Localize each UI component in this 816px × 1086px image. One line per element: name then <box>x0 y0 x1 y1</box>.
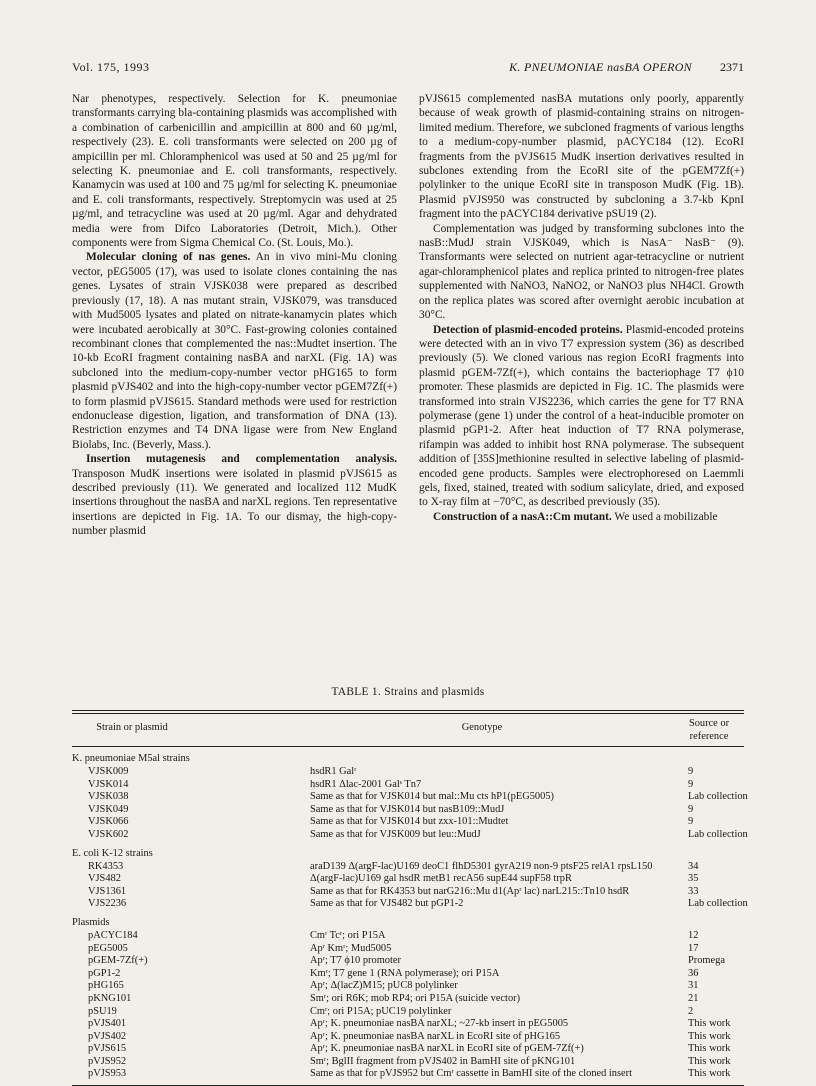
genotype-cell: Apʳ; K. pneumoniae nasBA narXL; ~27-kb insert in pEG5005 <box>310 1018 569 1030</box>
table-row <box>72 1043 744 1056</box>
volume-label: Vol. 175, 1993 <box>72 60 150 74</box>
strain-name: pVJS402 <box>88 1030 127 1042</box>
strain-name: VJSK009 <box>88 766 129 777</box>
genotype-cell: Cmʳ Tcʳ; ori P15A <box>310 929 386 941</box>
table-row <box>72 886 744 899</box>
genotype-cell: Same as that for RK4353 but narG216::Mu d1(Apʳ lac) narL215::Tn10 hsdR <box>310 885 630 897</box>
right-column <box>419 92 744 524</box>
strain-name: pKNG101 <box>88 992 132 1004</box>
strain-name: pVJS401 <box>88 1018 127 1030</box>
genotype-cell: Apʳ; K. pneumoniae nasBA narXL in EcoRI site of pGEM-7Zf(+) <box>310 1043 584 1055</box>
reference-cell: This work <box>688 1018 731 1030</box>
reference-cell: 31 <box>688 980 699 992</box>
table-row <box>72 861 744 874</box>
group-label-text: Plasmids <box>72 916 110 928</box>
strain-name: pEG5005 <box>88 942 128 954</box>
reference-cell: 9 <box>688 803 694 815</box>
reference-cell: 21 <box>688 992 699 1004</box>
page-header <box>72 60 744 78</box>
table-row <box>72 943 744 956</box>
table-row <box>72 828 748 842</box>
page-number: 2371 <box>720 60 744 74</box>
reference-cell: This work <box>688 1055 731 1067</box>
genotype-cell: Same as that for VJSK009 but leu::MudJ <box>310 828 481 840</box>
table-row <box>72 804 744 817</box>
right-paragraph-2: Complementation was judged by transforming subclones into the nasB::MudJ strain VJSK049, which is NasA⁻ NasB⁻ (9). Transformants were selected on nutrient agar-tetracycline or nutrient agar-chloramphenicol plates and replica printed to nitrogen-free plates supplemented with NaNO3, NaNO2, or NaNO3 plus NH4Cl. Growth on the replica plates was scored after overnight aerobic incubation at 30°C. <box>419 222 744 322</box>
table-row <box>72 816 744 829</box>
table-row <box>72 873 744 886</box>
group-label-text: K. pneumoniae M5al strains <box>72 753 190 764</box>
table-row <box>72 1068 744 1081</box>
reference-cell: This work <box>688 1030 731 1042</box>
genotype-cell: Same as that for VJSK014 but nasB109::MudJ <box>310 803 505 815</box>
genotype-cell: hsdR1 Δlac-2001 Galˢ Tn7 <box>310 778 422 790</box>
section-heading-cloning: Molecular cloning of nas genes. <box>86 251 251 264</box>
table-header-rule <box>72 746 744 747</box>
strains-table <box>72 710 748 1086</box>
table-row <box>72 766 744 779</box>
genotype-cell: Same as that for VJSK014 but mal::Mu cts hP1(pEG5005) <box>310 791 554 803</box>
table-top-rule <box>72 710 744 711</box>
strain-name: VJSK049 <box>88 803 129 815</box>
reference-cell: This work <box>688 1043 731 1055</box>
genotype-cell: Smʳ; BglII fragment from pVJS402 in BamHI site of pKNG101 <box>310 1055 576 1067</box>
genotype-cell: Kmʳ; T7 gene 1 (RNA polymerase); ori P15A <box>310 967 500 979</box>
reference-cell: Lab collection <box>688 791 748 803</box>
strain-name: VJS482 <box>88 873 121 885</box>
left-column <box>72 92 397 539</box>
table-group-label <box>72 917 744 930</box>
strain-name: pGP1-2 <box>88 967 121 979</box>
strain-name: RK4353 <box>88 860 124 872</box>
reference-cell: 12 <box>688 929 699 941</box>
right-paragraph-3: Detection of plasmid-encoded proteins. Plasmid-encoded proteins were detected with an in vivo T7 expression system (36) as described previously (5). We cloned various nas region EcoRI fragments into plasmid pGEM-7Zf(+), which contains the bacteriophage T7 ϕ10 promoter. These plasmids are depicted in Fig. 1C. The plasmids were transformed into strain VJS2236, which carries the gene for T7 RNA polymerase (gene 1) under the control of a heat-inducible promoter on plasmid pGP1-2. After heat induction of T7 RNA polymerase, rifampin was added to inhibit host RNA polymerase. The subsequent addition of [35S]methionine resulted in selective labeling of plasmid-encoded gene products. Samples were electrophoresed on Laemmli gels, fixed, stained, treated with sodium salicylate, dried, and exposed to X-ray film at −70°C, as described previously (35). <box>419 323 744 509</box>
table-body <box>72 753 748 1081</box>
left-paragraph-1: Nar phenotypes, respectively. Selection for K. pneumoniae transformants carrying bla-containing plasmids was accomplished with a combination of carbenicillin and ampicillin at 800 and 60 µg/ml, respectively (23). E. coli transformants were selected on 200 µg of ampicillin per ml. Chloramphenicol was used at 50 and 25 µg/ml for selecting K. pneumoniae and E. coli transformants, respectively. Kanamycin was used at 100 and 75 µg/ml for selecting K. pneumoniae and E. coli transformants, respectively. Streptomycin was used at 25 µg/ml, and tetracycline was used at 20 µg/ml. Agar and dehydrated media were from Difco Laboratories (Detroit, Mich.). Other components were from Sigma Chemical Co. (St. Louis, Mo.). <box>72 93 397 250</box>
section-heading-construction: Construction of a nasA::Cm mutant. <box>433 510 612 523</box>
reference-cell: Lab collection <box>688 828 748 840</box>
table-caption: TABLE 1. Strains and plasmids <box>331 686 485 698</box>
strain-name: VJS1361 <box>88 885 127 897</box>
reference-cell: 2 <box>688 1005 694 1017</box>
table-row <box>72 1006 744 1019</box>
reference-cell: Lab collection <box>688 898 748 910</box>
table-row <box>72 1031 744 1044</box>
table-row <box>72 791 748 804</box>
genotype-cell: Same as that for VJSK014 but zxx-101::Mudtet <box>310 816 509 828</box>
genotype-cell: Apʳ Kmʳ; Mud5005 <box>310 942 392 954</box>
genotype-cell: Apʳ; K. pneumoniae nasBA narXL in EcoRI site of pHG165 <box>310 1030 561 1042</box>
strain-name: VJSK014 <box>88 778 129 790</box>
table-header <box>72 714 744 746</box>
strain-name: pVJS953 <box>88 1068 127 1080</box>
column-header-genotype: Genotype <box>461 722 503 733</box>
left-paragraph-3: Insertion mutagenesis and complementation analysis. Transposon MudK insertions were isolated in plasmid pVJS615 as described previously (11). We generated and localized 112 MudK insertions throughout the nasBA and narXL regions. Ten representative insertions are depicted in Fig. 1A. To our dismay, the high-copy-number plasmid <box>72 453 397 538</box>
right-paragraph-1: pVJS615 complemented nasBA mutations only poorly, apparently because of weak growth of plasmid-containing strains on nitrogen-limited medium. Therefore, we subcloned fragments of various lengths to a medium-copy-number plasmid, pACYC184 (12). EcoRI fragments from the pVJS615 MudK insertion derivatives resulted in subclones extending from the EcoRI site of the pGEM7Zf(+) polylinker to the unique EcoRI site in transposon MudK (Fig. 1B). Plasmid pVJS950 was constructed by subcloning a 3.7-kb KpnI fragment into the pACYC184 derivative pSU19 (2). <box>419 93 744 221</box>
genotype-cell: Apʳ; T7 ϕ10 promoter <box>310 955 401 967</box>
left-paragraph-2: Molecular cloning of nas genes. An in vivo mini-Mu cloning vector, pEG5005 (17), was used to isolate clones containing the nas genes. Lysates of strain VJSK038 were prepared as described previously (17, 18). A nas mutant strain, VJSK079, was transduced with Mud5005 lysates and plated on nitrate-kanamycin plates which were incubated aerobically at 30°C. Fast-growing colonies contained recombinant clones that complemented the nas::Mudtet insertion. The 10-kb EcoRI fragment containing nasBA and narXL (Fig. 1A) was subcloned into the medium-copy-number vector pHG165 to form plasmid pVJS402 and into the high-copy-number vector pGEM7Zf(+) to form plasmid pVJS615. Standard methods were used for restriction endonuclease digestion, ligation, and transformation of DNA (13). Restriction enzymes and T4 DNA ligase were from New England Biolabs, Inc. (Beverly, Mass.). <box>72 251 397 451</box>
strain-name: pVJS615 <box>88 1043 127 1055</box>
strain-name: pVJS952 <box>88 1055 127 1067</box>
table-row <box>72 980 744 993</box>
table-row <box>72 898 748 911</box>
reference-cell: This work <box>688 1068 731 1080</box>
strain-name: VJSK066 <box>88 816 129 828</box>
reference-cell: 34 <box>688 860 699 872</box>
reference-cell: 17 <box>688 942 699 954</box>
reference-cell: 9 <box>688 816 694 828</box>
table-row <box>72 779 744 792</box>
running-title: K. PNEUMONIAE nasBA OPERON <box>509 60 692 74</box>
strain-name: pSU19 <box>88 1005 117 1017</box>
strain-name: VJSK038 <box>88 791 129 803</box>
right-paragraph-4: Construction of a nasA::Cm mutant. We used a mobilizable <box>433 510 718 523</box>
genotype-cell: Δ(argF-lac)U169 gal hsdR metB1 recA56 supE44 supF58 trpR <box>310 873 572 885</box>
table-row <box>72 968 744 981</box>
genotype-cell: Same as that for pVJS952 but Cmʳ cassette in BamHI site of the cloned insert <box>310 1068 632 1080</box>
table-row <box>72 930 744 943</box>
reference-cell: Promega <box>688 955 725 967</box>
genotype-cell: Cmʳ; ori P15A; pUC19 polylinker <box>310 1005 452 1017</box>
genotype-cell: araD139 Δ(argF-lac)U169 deoC1 flhD5301 gyrA219 non-9 ptsF25 relA1 rpsL150 <box>310 860 653 872</box>
reference-cell: 33 <box>688 885 699 897</box>
genotype-cell: hsdR1 Galʳ <box>310 766 357 777</box>
table-row <box>72 1018 744 1031</box>
column-header-strain: Strain or plasmid <box>96 722 168 733</box>
group-label-text: E. coli K-12 strains <box>72 847 153 859</box>
column-header-source: Source or reference <box>688 718 730 742</box>
table-row <box>72 993 744 1006</box>
genotype-cell: Smʳ; ori R6K; mob RP4; ori P15A (suicide vector) <box>310 992 521 1004</box>
strain-name: pHG165 <box>88 980 124 992</box>
reference-cell: 35 <box>688 873 699 885</box>
table-row <box>72 1056 744 1069</box>
strain-name: VJS2236 <box>88 898 127 910</box>
strain-name: VJSK602 <box>88 828 129 840</box>
reference-cell: 9 <box>688 766 694 777</box>
reference-cell: 9 <box>688 778 694 790</box>
strain-name: pACYC184 <box>88 929 138 941</box>
table-row <box>72 955 744 968</box>
reference-cell: 36 <box>688 967 699 979</box>
genotype-cell: Same as that for VJS482 but pGP1-2 <box>310 898 464 910</box>
table-group-label <box>72 753 744 766</box>
section-heading-detection: Detection of plasmid-encoded proteins. <box>433 323 623 336</box>
table-group-label <box>72 848 744 861</box>
genotype-cell: Apʳ; Δ(lacZ)M15; pUC8 polylinker <box>310 980 458 992</box>
strain-name: pGEM-7Zf(+) <box>88 955 148 967</box>
section-heading-mutagenesis: Insertion mutagenesis and complementation analysis. <box>86 453 397 466</box>
